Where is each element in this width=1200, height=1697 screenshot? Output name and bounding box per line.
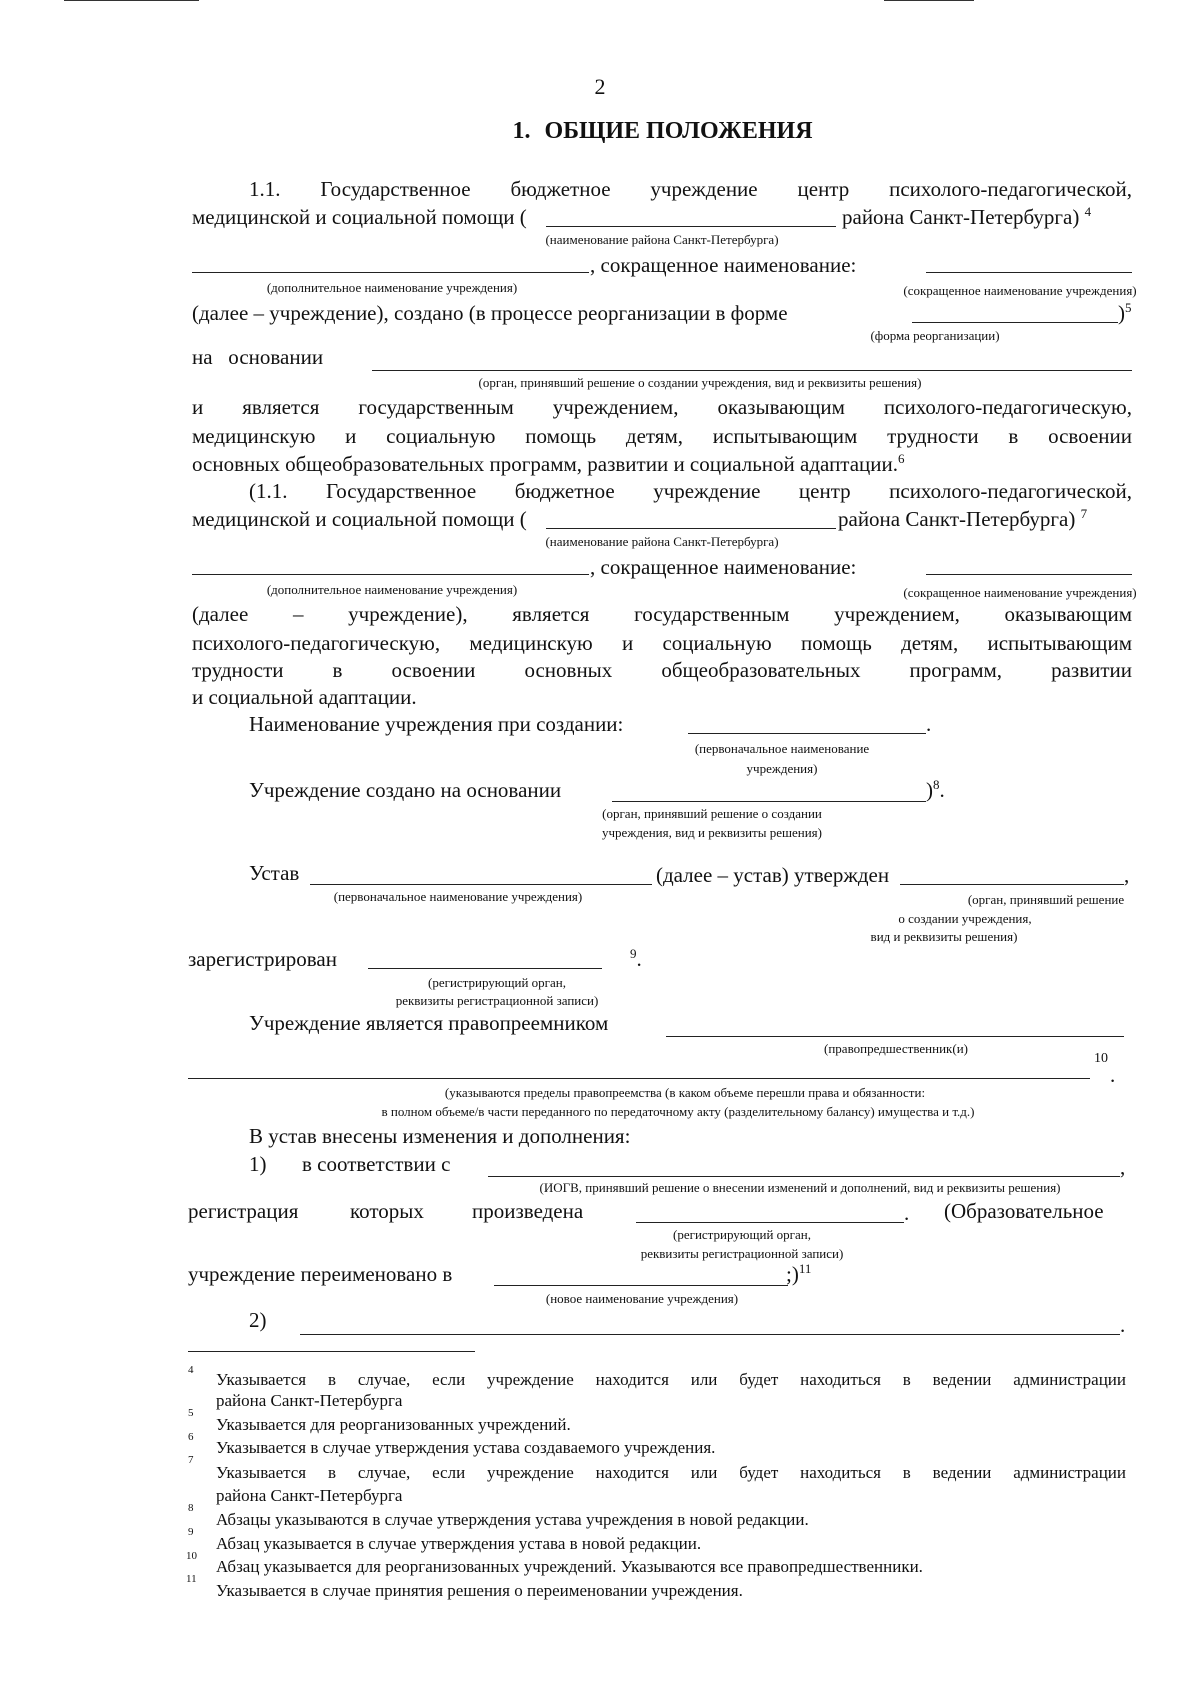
additional-name-blank-1 (192, 272, 589, 273)
new-name-blank (494, 1285, 788, 1286)
caption-additional-1: (дополнительное наименование учреждения) (266, 280, 518, 295)
caption-charter-body-3: вид и реквизиты решения) (870, 929, 1018, 944)
reorg-form-blank (912, 322, 1118, 323)
caption-charter-body-1: (орган, принявший решение (967, 892, 1125, 907)
caption-district-2: (наименование района Санкт-Петербурга) (545, 534, 779, 549)
item2-blank (300, 1334, 1120, 1335)
caption-new-name: (новое наименование учреждения) (545, 1291, 739, 1306)
footnote-8-number: 8 (188, 1502, 194, 1514)
page-number: 2 (594, 74, 606, 99)
footnote-4-number: 4 (188, 1364, 194, 1376)
caption-limits-1: (указываются пределы правопреемства (в каком объеме перешли права и обязанности: (444, 1085, 926, 1100)
caption-iogv: (ИОГВ, принявший решение о внесении изменений и дополнений, вид и реквизиты решения) (539, 1180, 1061, 1195)
footnote-ref-5: 5 (1125, 300, 1132, 315)
caption-predecessor: (правопредшественник(и) (824, 1041, 968, 1056)
footnote-10-text: Абзац указывается для реорганизованных учреждений. Указываются все правопредшественники. (216, 1557, 923, 1576)
caption-charter-body-2: о создании учреждения, (898, 911, 1032, 926)
caption-additional-2: (дополнительное наименование учреждения) (266, 582, 518, 597)
p1-short-name-label: , сокращенное наименование: (590, 253, 857, 277)
amend-registration-dot: . (904, 1201, 910, 1225)
charter-name-blank (310, 884, 652, 885)
charter-approver-blank (900, 884, 1124, 885)
scan-edge-mark (64, 0, 199, 1)
item2-number: 2) (249, 1308, 267, 1332)
footnote-4-line1: Указывается в случае, если учреждение находится или будет находиться в ведении администрации (216, 1370, 1126, 1389)
footnote-ref-9: 9 (630, 946, 637, 961)
district-blank-2 (546, 528, 836, 529)
item1-comma: , (1120, 1155, 1126, 1179)
p2-line7: и социальной адаптации. (192, 685, 417, 709)
footnote-10-number: 10 (186, 1550, 197, 1562)
caption-amend-registration-2: реквизиты регистрационной записи) (640, 1246, 844, 1261)
footnote-ref-11: 11 (798, 1261, 812, 1276)
p2-line5: психолого-педагогическую, медицинскую и социальную помощь детям, испытывающим (192, 631, 1132, 655)
footnote-ref-8: 8 (933, 777, 940, 792)
caption-initial-name-2: учреждения) (746, 761, 818, 776)
caption-reorg-form: (форма реорганизации) (870, 328, 1000, 343)
footnote-6-number: 6 (188, 1431, 194, 1443)
name-at-creation-period: . (926, 712, 932, 736)
caption-district-1: (наименование района Санкт-Петербурга) (545, 232, 779, 247)
caption-creation-body-2: учреждения, вид и реквизиты решения) (602, 825, 822, 840)
p2-line2-end: района Санкт-Петербурга) $^7$ (838, 506, 1088, 531)
creation-body-blank (612, 801, 926, 802)
created-on-basis-close: )$^8$. (926, 777, 945, 802)
p1-line4-end: )$^5$ (1118, 300, 1132, 325)
p1-on-basis: на основании (192, 345, 324, 369)
short-name-blank-2 (926, 574, 1132, 575)
footnote-ref-4: 4 (1084, 204, 1092, 219)
iogv-decision-blank (488, 1176, 1120, 1177)
footnote-8-text: Абзацы указываются в случае утверждения устава учреждения в новой редакции. (216, 1510, 809, 1529)
p1-line2-start: медицинской и социальной помощи ( (192, 205, 527, 229)
which-word: которых (350, 1199, 424, 1223)
scan-edge-mark (884, 0, 974, 1)
name-at-creation-label: Наименование учреждения при создании: (249, 712, 624, 736)
successor-label: Учреждение является правопреемником (249, 1011, 609, 1035)
footnote-11-text: Указывается в случае принятия решения о переименовании учреждения. (216, 1581, 743, 1600)
caption-limits-2: в полном объеме/в части переданного по передаточному акту (разделительному балансу) имущества и т.д.) (381, 1104, 975, 1119)
caption-registration-2: реквизиты регистрационной записи) (395, 993, 599, 1008)
footnote-ref-10: 10 (1094, 1051, 1108, 1066)
district-blank-1 (546, 226, 836, 227)
footnote-separator (188, 1351, 475, 1352)
p1-line8: основных общеобразовательных программ, развитии и социальной адаптации.$^6$ (192, 451, 905, 476)
p1-line2-end: района Санкт-Петербурга) $^4$ (842, 204, 1092, 229)
educational-word: (Образовательное (944, 1199, 1104, 1223)
section-number: 1. (512, 118, 531, 144)
registration-word: регистрация (188, 1199, 299, 1223)
caption-initial-name-1: (первоначальное наименование (694, 741, 870, 756)
caption-amend-registration-1: (регистрирующий орган, (673, 1227, 811, 1242)
caption-short-1: (сокращенное наименование учреждения) (903, 283, 1137, 298)
p2-line1: (1.1. Государственное бюджетное учреждение центр психолого-педагогической, (249, 479, 1132, 503)
predecessor-blank (666, 1036, 1124, 1037)
amendments-label: В устав внесены изменения и дополнения: (249, 1124, 631, 1148)
creation-basis-blank (372, 370, 1132, 371)
footnote-ref-7: 7 (1080, 506, 1088, 521)
footnote-4-line2: района Санкт-Петербурга (216, 1391, 403, 1410)
p1-line6: и является государственным учреждением, оказывающим психолого-педагогическую, (192, 395, 1132, 419)
p2-short-name-label: , сокращенное наименование: (590, 555, 857, 579)
item2-dot: . (1120, 1313, 1126, 1337)
performed-word: произведена (472, 1199, 584, 1223)
p1-line4-start: (далее – учреждение), создано (в процессе реорганизации в форме (192, 301, 788, 325)
caption-creation-body-1: (орган, принявший решение о создании (602, 806, 822, 821)
caption-registration-1: (регистрирующий орган, (428, 975, 566, 990)
succession-limits-blank (188, 1078, 1090, 1079)
item1-text: в соответствии с (302, 1152, 451, 1176)
charter-label: Устав (249, 861, 300, 885)
amend-registration-blank (636, 1222, 904, 1223)
p2-line6: трудности в освоении основных общеобразовательных программ, развитии (192, 658, 1132, 682)
renamed-label: учреждение переименовано в (188, 1262, 453, 1286)
p1-line7: медицинскую и социальную помощь детям, испытывающим трудности в освоении (192, 424, 1132, 448)
footnote-9-number: 9 (188, 1526, 194, 1538)
additional-name-blank-2 (192, 574, 589, 575)
p2-line4: (далее – учреждение), является государственным учреждением, оказывающим (192, 602, 1132, 626)
footnote-7-number: 7 (188, 1454, 194, 1466)
section-title: ОБЩИЕ ПОЛОЖЕНИЯ (544, 118, 813, 144)
created-on-basis-label: Учреждение создано на основании (249, 778, 562, 802)
renamed-end: ;)$^{11}$ (786, 1261, 812, 1286)
registration-blank (368, 968, 602, 969)
item1-number: 1) (249, 1152, 267, 1176)
footnote-6-text: Указывается в случае утверждения устава создаваемого учреждения. (216, 1438, 716, 1457)
caption-creation-body: (орган, принявший решение о создании учреждения, вид и реквизиты решения) (478, 375, 922, 390)
footnote-7-line1: Указывается в случае, если учреждение находится или будет находиться в ведении администрации (216, 1463, 1126, 1482)
section-heading (0, 118, 1200, 145)
footnote-5-number: 5 (188, 1407, 194, 1419)
p2-line2-start: медицинской и социальной помощи ( (192, 507, 527, 531)
caption-charter-initial: (первоначальное наименование учреждения) (333, 889, 583, 904)
p1-line1: 1.1. Государственное бюджетное учреждение центр психолого-педагогической, (249, 177, 1132, 201)
footnote-5-text: Указывается для реорганизованных учреждений. (216, 1415, 571, 1434)
footnote-9-text: Абзац указывается в случае утверждения устава в новой редакции. (216, 1534, 702, 1553)
registered-label: зарегистрирован (188, 947, 337, 971)
footnote-11-number: 11 (186, 1573, 197, 1585)
succession-period: . (1110, 1063, 1116, 1087)
caption-short-2: (сокращенное наименование учреждения) (903, 585, 1137, 600)
registered-end: $^9$. (630, 946, 642, 971)
charter-comma: , (1124, 863, 1130, 887)
footnote-ref-6: 6 (898, 451, 905, 466)
short-name-blank-1 (926, 272, 1132, 273)
charter-mid-label: (далее – устав) утвержден (656, 863, 890, 887)
footnote-7-line2: района Санкт-Петербурга (216, 1486, 403, 1505)
initial-name-blank (688, 733, 926, 734)
